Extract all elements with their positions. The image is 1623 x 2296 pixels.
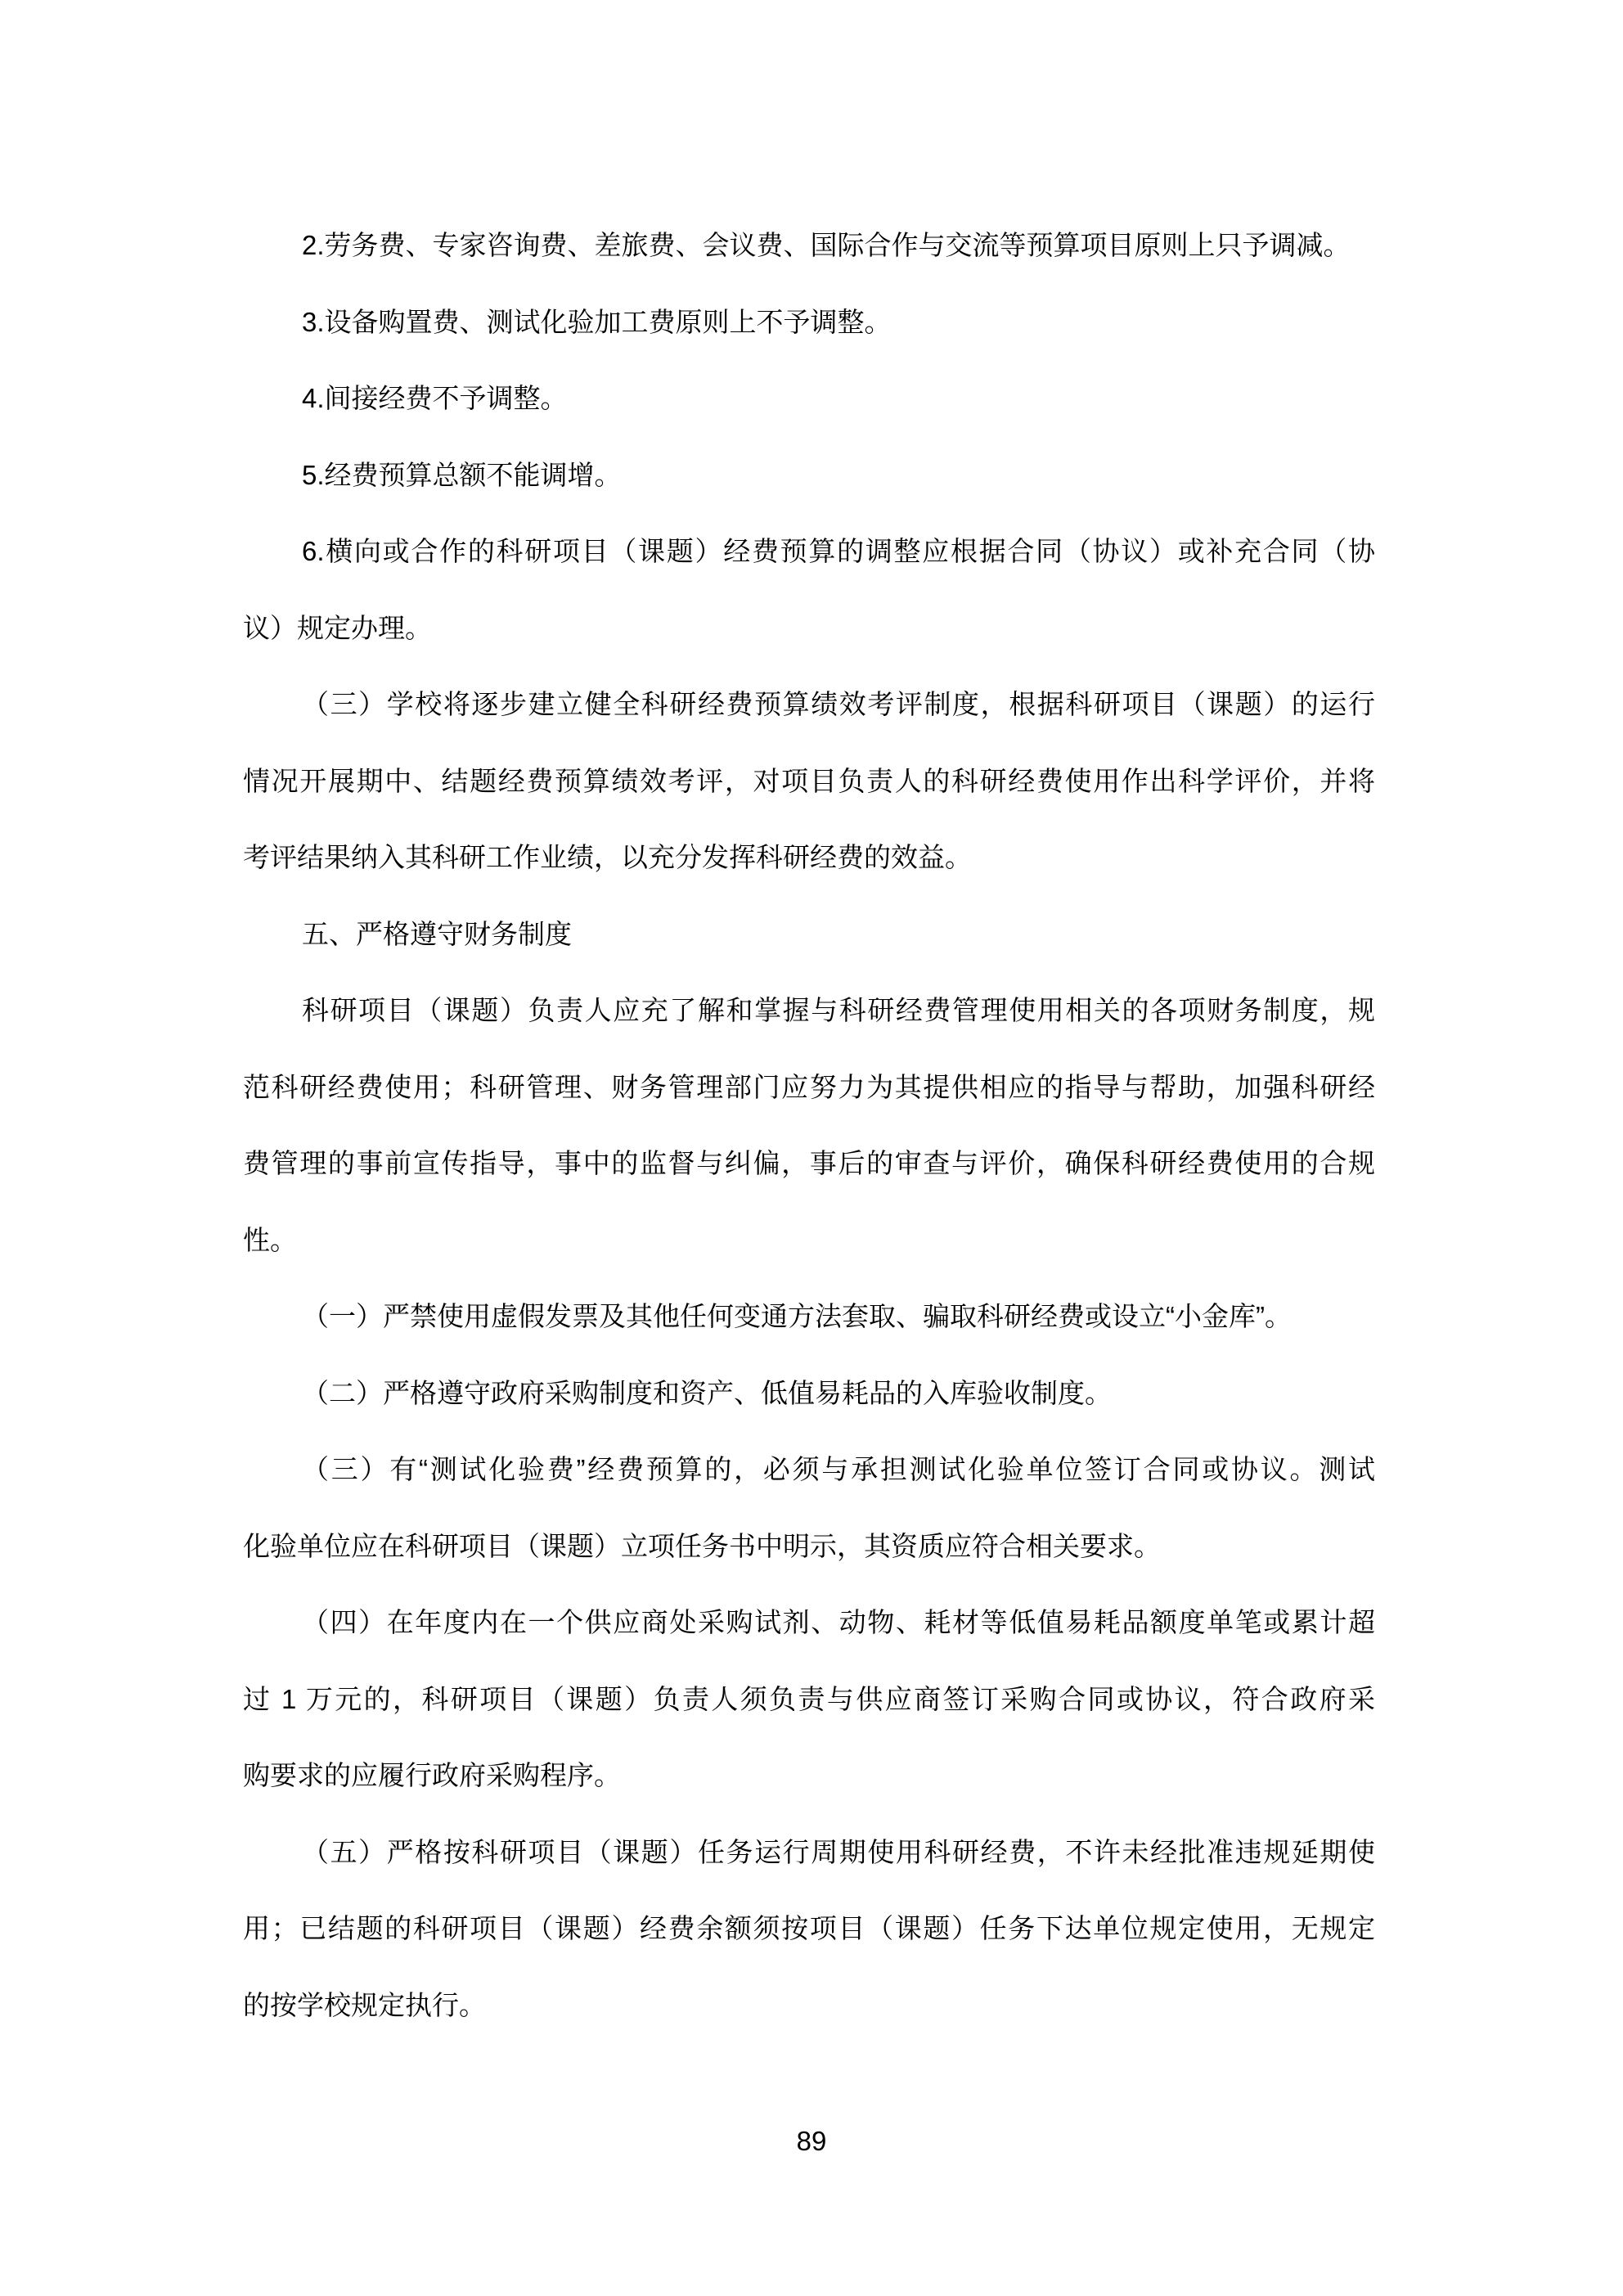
text-line: 的按学校规定执行。 bbox=[243, 1989, 486, 2020]
text-line: （三）学校将逐步建立健全科研经费预算绩效考评制度，根据科研项目（课题）的运行 bbox=[302, 689, 1375, 719]
section-heading bbox=[243, 896, 1375, 973]
list-item bbox=[243, 207, 1375, 284]
text-line: （四）在年度内在一个供应商处采购试剂、动物、耗材等低值易耗品额度单笔或累计超 bbox=[302, 1607, 1375, 1637]
text-line: 购要求的应履行政府采购程序。 bbox=[243, 1760, 621, 1790]
text-line: 范科研经费使用；科研管理、财务管理部门应努力为其提供相应的指导与帮助，加强科研经 bbox=[243, 1071, 1375, 1102]
text-line: 性。 bbox=[243, 1224, 297, 1255]
text-line: 科研项目（课题）负责人应充了解和掌握与科研经费管理使用相关的各项财务制度，规 bbox=[302, 995, 1375, 1025]
text-line: 考评结果纳入其科研工作业绩，以充分发挥科研经费的效益。 bbox=[243, 842, 972, 872]
paragraph bbox=[243, 1431, 1375, 1584]
list-item bbox=[243, 513, 1375, 666]
paragraph bbox=[243, 1814, 1375, 2044]
paragraph bbox=[243, 972, 1375, 1278]
text-line: 费管理的事前宣传指导，事中的监督与纠偏，事后的审查与评价，确保科研经费使用的合规 bbox=[243, 1148, 1375, 1178]
text-line: 5.经费预算总额不能调增。 bbox=[302, 459, 622, 490]
list-item bbox=[243, 284, 1375, 361]
text-line: 2.劳务费、专家咨询费、差旅费、会议费、国际合作与交流等预算项目原则上只予调减。 bbox=[302, 230, 1351, 260]
text-line: 情况开展期中、结题经费预算绩效考评，对项目负责人的科研经费使用作出科学评价，并将 bbox=[243, 765, 1375, 796]
text-line: 3.设备购置费、测试化验加工费原则上不予调整。 bbox=[302, 306, 892, 337]
text-line: 议）规定办理。 bbox=[243, 612, 432, 643]
text-line: （二）严格遵守政府采购制度和资产、低值易耗品的入库验收制度。 bbox=[302, 1377, 1112, 1408]
text-line: （一）严禁使用虚假发票及其他任何变通方法套取、骗取科研经费或设立“小金库”。 bbox=[302, 1301, 1292, 1331]
text-line: 4.间接经费不予调整。 bbox=[302, 383, 568, 413]
text-line: （三）有“测试化验费”经费预算的，必须与承担测试化验单位签订合同或协议。测试 bbox=[302, 1454, 1375, 1484]
text-line: 化验单位应在科研项目（课题）立项任务书中明示，其资质应符合相关要求。 bbox=[243, 1530, 1161, 1561]
text-line: 五、严格遵守财务制度 bbox=[302, 918, 572, 949]
list-item bbox=[243, 437, 1375, 514]
paragraph bbox=[243, 1584, 1375, 1814]
page-number: 89 bbox=[796, 2126, 827, 2156]
paragraph bbox=[243, 1278, 1375, 1355]
document-body bbox=[243, 207, 1375, 2043]
text-line: 用；已结题的科研项目（课题）经费余额须按项目（课题）任务下达单位规定使用，无规定 bbox=[243, 1913, 1375, 1943]
paragraph bbox=[243, 1355, 1375, 1432]
list-item bbox=[243, 360, 1375, 437]
paragraph bbox=[243, 666, 1375, 896]
text-line: 6.横向或合作的科研项目（课题）经费预算的调整应根据合同（协议）或补充合同（协 bbox=[302, 536, 1375, 566]
text-line: （五）严格按科研项目（课题）任务运行周期使用科研经费，不许未经批准违规延期使 bbox=[302, 1836, 1375, 1867]
text-line: 过 1 万元的，科研项目（课题）负责人须负责与供应商签订采购合同或协议，符合政府采 bbox=[243, 1683, 1375, 1714]
